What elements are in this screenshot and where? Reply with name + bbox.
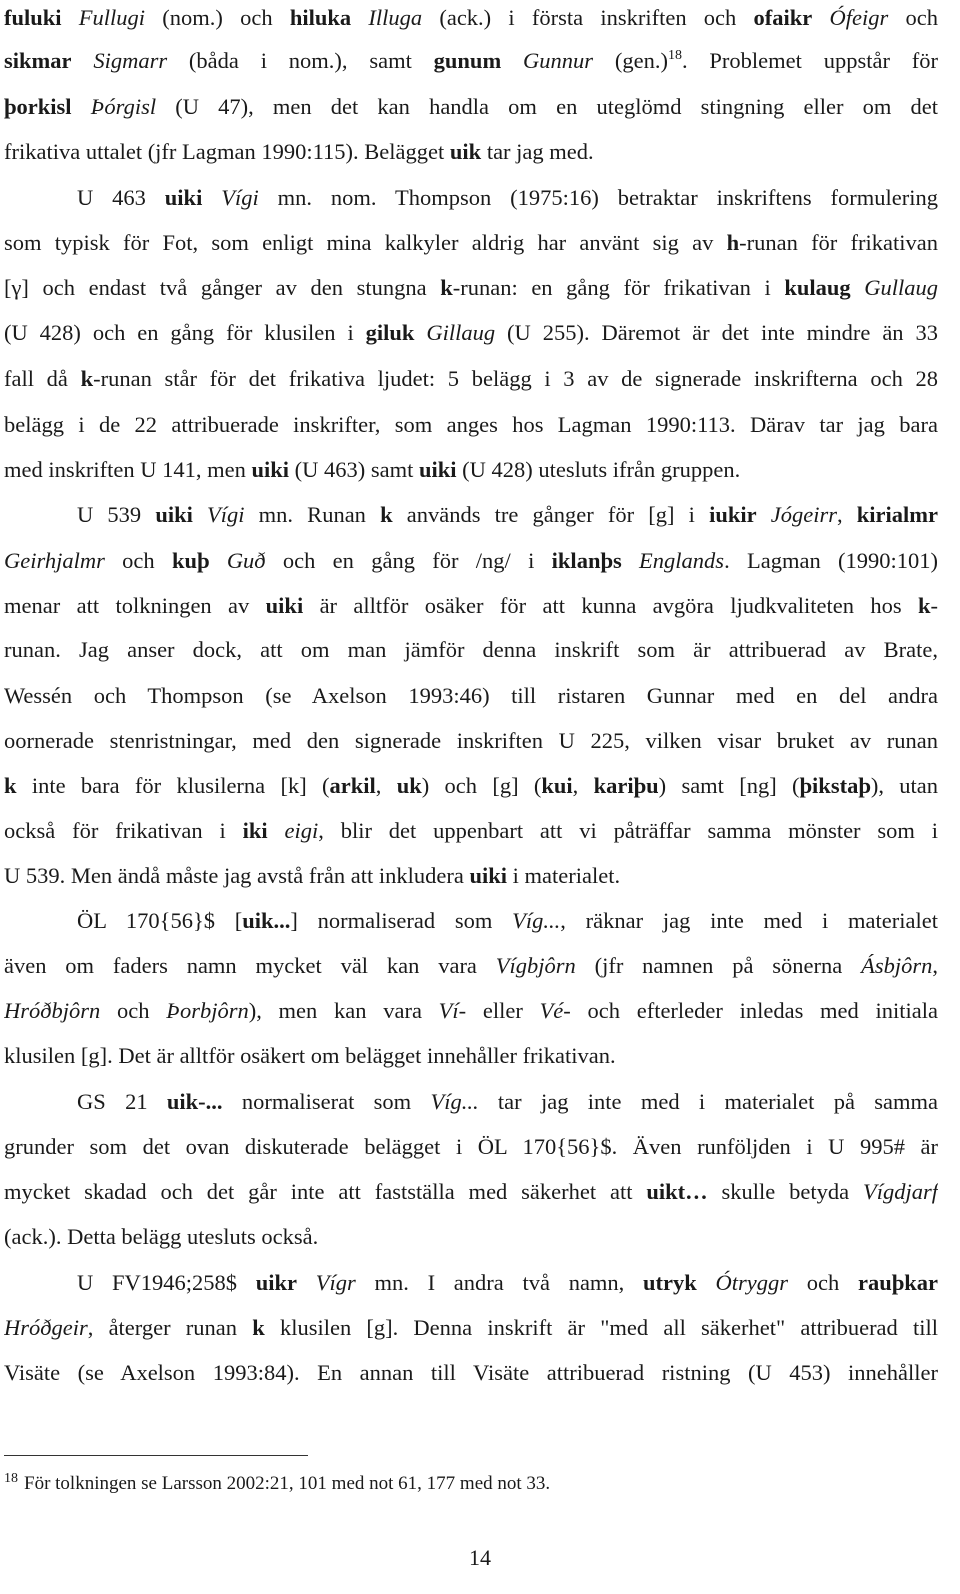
text-run: (U 255). Däremot är det inte mindre än 33 — [495, 320, 938, 345]
normalized-name: Vígbjôrn — [495, 953, 576, 978]
text-run: (ack.) i första inskriften och — [422, 5, 754, 30]
normalized-name: Vígi — [207, 502, 245, 527]
text-run — [72, 48, 94, 73]
rune-transliteration: uikt… — [646, 1179, 708, 1204]
rune-transliteration: uiki — [155, 502, 193, 527]
text-run: . Problemet uppstår för — [681, 48, 938, 73]
text-run: -runan för frikativan — [739, 230, 938, 255]
text-run: U FV1946;258$ — [77, 1270, 256, 1295]
rune-transliteration: uiki — [418, 457, 457, 482]
normalized-name: Gunnur — [523, 48, 594, 73]
text-run: också för frikativan i — [4, 818, 243, 843]
text-run: används tre gånger för [g] i — [392, 502, 710, 527]
text-line — [4, 46, 938, 76]
text-run: mn. Runan — [244, 502, 381, 527]
rune-transliteration: kui — [541, 773, 573, 798]
normalized-name: Sigmarr — [93, 48, 168, 73]
text-run: - och efterleder inledas med initiala — [563, 998, 938, 1023]
text-line — [4, 3, 938, 33]
text-run: (jfr namnen på sönerna — [575, 953, 862, 978]
text-run: ), utan — [870, 773, 938, 798]
normalized-name: Englands — [639, 548, 725, 573]
text-run: mn. I andra två namn, — [355, 1270, 644, 1295]
text-run: (U 428) utesluts ifrån gruppen. — [456, 457, 741, 482]
text-run: (U 428) och en gång för klusilen i — [4, 320, 366, 345]
rune-transliteration: fuluki — [4, 5, 62, 30]
rune-transliteration: h — [726, 230, 740, 255]
normalized-name: Illuga — [368, 5, 423, 30]
text-run — [268, 818, 285, 843]
text-line — [4, 1132, 938, 1162]
text-run: tar jag inte med i materialet på samma — [478, 1089, 938, 1114]
text-run: grunder som det ovan diskuterade belägget i ÖL 170{56}$. Även runföljden i U 995# är — [4, 1134, 938, 1159]
text-line — [4, 951, 938, 981]
text-run: fall då — [4, 366, 81, 391]
text-run: , räknar jag inte med i materialet — [560, 908, 938, 933]
text-line — [4, 364, 938, 394]
text-run: , blir det uppenbart att vi påträffar samma mönster som i — [318, 818, 938, 843]
rune-transliteration: þorkisl — [4, 94, 72, 119]
normalized-name: Víg... — [512, 908, 561, 933]
rune-transliteration: hiluka — [289, 5, 352, 30]
normalized-name: Vígr — [315, 1270, 356, 1295]
text-run: (ack.). Detta belägg utesluts också. — [4, 1224, 319, 1249]
text-line — [4, 410, 938, 440]
text-run: som typisk för Fot, som enligt mina kalkyler aldrig har använt sig av — [4, 230, 727, 255]
rune-transliteration: utryk — [643, 1270, 697, 1295]
normalized-name: eigi — [284, 818, 319, 843]
text-line — [4, 591, 938, 621]
text-run: är alltför osäker för att kunna avgöra ljudkvaliteten hos — [303, 593, 918, 618]
text-run: inte bara för klusilerna [k] ( — [16, 773, 330, 798]
text-run: belägg i de 22 attribuerade inskrifter, som anges hos Lagman 1990:113. Därav tar jag bara — [4, 412, 938, 437]
rune-transliteration: gunum — [433, 48, 502, 73]
text-run — [414, 320, 426, 345]
text-run — [757, 502, 771, 527]
rune-transliteration: k — [4, 773, 17, 798]
text-run: [γ] och endast två gånger av den stungna — [4, 275, 441, 300]
normalized-name: Hróðgeir — [4, 1315, 88, 1340]
footnote-ref: 18 — [667, 48, 682, 63]
normalized-name: Vígdjarf — [862, 1179, 938, 1204]
rune-transliteration: kirialmr — [856, 502, 938, 527]
rune-transliteration: iukir — [709, 502, 757, 527]
text-run: - eller — [458, 998, 540, 1023]
normalized-name: Geirhjalmr — [4, 548, 105, 573]
text-run — [697, 1270, 716, 1295]
text-run: Wessén och Thompson (se Axelson 1993:46) till ristaren Gunnar med en del andra — [4, 683, 938, 708]
text-run: (nom.) och — [145, 5, 290, 30]
normalized-name: Þórgisl — [90, 94, 157, 119]
text-run: ] normaliserad som — [290, 908, 513, 933]
text-run: frikativa uttalet (jfr Lagman 1990:115). Belägget — [4, 139, 450, 164]
text-run: menar att tolkningen av — [4, 593, 266, 618]
rune-transliteration: giluk — [365, 320, 415, 345]
rune-transliteration: uiki — [164, 185, 203, 210]
text-run: , — [932, 953, 938, 978]
text-run — [851, 275, 865, 300]
text-run — [351, 5, 368, 30]
text-line — [4, 816, 938, 846]
rune-transliteration: kuþ — [171, 548, 210, 573]
text-line — [4, 996, 938, 1026]
rune-transliteration: sikmar — [4, 48, 72, 73]
text-run: mycket skadad och det går inte att fastställa med säkerhet att — [4, 1179, 647, 1204]
normalized-name: Guð — [226, 548, 266, 573]
text-run: tar jag med. — [481, 139, 594, 164]
text-run: klusilen [g]. Denna inskrift är "med all säkerhet" attribuerad till — [264, 1315, 938, 1340]
text-run — [210, 548, 227, 573]
normalized-name: Ásbjôrn — [861, 953, 933, 978]
text-line — [77, 500, 938, 530]
text-line — [4, 1358, 938, 1388]
text-run: (gen.) — [593, 48, 668, 73]
text-run: ÖL 170{56}$ [ — [77, 908, 243, 933]
text-run: (båda i nom.), samt — [167, 48, 434, 73]
text-run — [622, 548, 639, 573]
text-line — [77, 1268, 938, 1298]
text-line — [4, 228, 938, 258]
text-line — [4, 1313, 938, 1343]
text-line — [4, 318, 938, 348]
text-run: , — [837, 502, 857, 527]
text-run: , — [375, 773, 397, 798]
text-run — [202, 185, 221, 210]
rune-transliteration: ofaikr — [753, 5, 813, 30]
rune-transliteration: k — [80, 366, 94, 391]
normalized-name: Ótryggr — [715, 1270, 789, 1295]
rune-transliteration: arkil — [329, 773, 376, 798]
rune-transliteration: iklanþs — [551, 548, 622, 573]
normalized-name: Fullugi — [78, 5, 146, 30]
normalized-name: Gillaug — [426, 320, 496, 345]
footnote-separator — [4, 1455, 308, 1456]
text-line — [77, 906, 938, 936]
text-run — [812, 5, 829, 30]
text-run: - — [930, 593, 938, 618]
text-run — [62, 5, 79, 30]
text-line — [4, 455, 938, 485]
rune-transliteration: k — [918, 593, 931, 618]
normalized-name: Þorbjôrn — [166, 998, 249, 1023]
rune-transliteration: uiki — [265, 593, 304, 618]
text-line — [4, 1177, 938, 1207]
normalized-name: Gullaug — [864, 275, 938, 300]
text-run: GS 21 — [77, 1089, 167, 1114]
text-run: Visäte (se Axelson 1993:84). En annan till Visäte attribuerad ristning (U 453) innehåller — [4, 1360, 938, 1385]
text-run — [72, 94, 91, 119]
text-line — [4, 771, 938, 801]
text-run — [193, 502, 207, 527]
text-run: ), men kan vara — [248, 998, 439, 1023]
text-run: (U 463) samt — [289, 457, 419, 482]
text-run: klusilen [g]. Det är alltför osäkert om belägget innehåller frikativan. — [4, 1043, 616, 1068]
rune-transliteration: k — [440, 275, 453, 300]
text-run: och en gång för /ng/ i — [265, 548, 552, 573]
text-run: runan. Jag anser dock, att om man jämför denna inskrift som är attribuerad av Brate, — [4, 637, 938, 662]
rune-transliteration: k — [380, 502, 393, 527]
text-run: -runan: en gång för frikativan i — [452, 275, 785, 300]
text-line — [4, 726, 938, 756]
footnote — [4, 1466, 550, 1497]
text-line — [4, 1041, 938, 1071]
footnote-number: 18 — [4, 1471, 18, 1486]
text-run: ) och [g] ( — [421, 773, 542, 798]
rune-transliteration: rauþkar — [858, 1270, 938, 1295]
rune-transliteration: uik... — [242, 908, 291, 933]
text-run: skulle betyda — [707, 1179, 863, 1204]
rune-transliteration: uiki — [251, 457, 289, 482]
text-run: , återger runan — [87, 1315, 253, 1340]
normalized-name: Hróðbjôrn — [4, 998, 101, 1023]
text-line — [4, 137, 938, 167]
rune-transliteration: uik — [449, 139, 482, 164]
text-run: ) samt [ng] ( — [658, 773, 800, 798]
text-run: och — [788, 1270, 858, 1295]
rune-transliteration: uikr — [255, 1270, 297, 1295]
text-line — [4, 635, 938, 665]
rune-transliteration: kulaug — [784, 275, 851, 300]
text-run: normaliserat som — [222, 1089, 431, 1114]
normalized-name: Vé — [539, 998, 564, 1023]
text-run: U 539 — [77, 502, 156, 527]
text-run: U 539. Men ändå måste jag avstå från att inkludera — [4, 863, 470, 888]
text-line — [4, 273, 938, 303]
text-line — [4, 861, 938, 891]
text-run: . Lagman (1990:101) — [724, 548, 938, 573]
text-line — [77, 183, 938, 213]
footnote-text: För tolkningen se Larsson 2002:21, 101 med not 61, 177 med not 33. — [24, 1473, 551, 1494]
rune-transliteration: uk — [396, 773, 422, 798]
text-run: -runan står för det frikativa ljudet: 5 belägg i 3 av de signerade inskrifterna och 28 — [93, 366, 938, 391]
normalized-name: Ví — [438, 998, 459, 1023]
text-run: och — [100, 998, 167, 1023]
text-run: i materialet. — [507, 863, 621, 888]
text-line — [4, 1222, 938, 1252]
rune-transliteration: kariþu — [593, 773, 659, 798]
page-number: 14 — [469, 1545, 491, 1570]
normalized-name: Ófeigr — [829, 5, 889, 30]
text-line — [77, 1087, 938, 1117]
rune-transliteration: þikstaþ — [799, 773, 871, 798]
normalized-name: Jógeirr — [770, 502, 837, 527]
text-run: och — [104, 548, 172, 573]
text-run: med inskriften U 141, men — [4, 457, 252, 482]
text-run — [297, 1270, 316, 1295]
text-run: oornerade stenristningar, med den signerade inskriften U 225, vilken visar bruket av runan — [4, 728, 938, 753]
text-line — [4, 546, 938, 576]
text-run: mn. nom. Thompson (1975:16) betraktar inskriftens formulering — [258, 185, 938, 210]
text-run: även om faders namn mycket väl kan vara — [4, 953, 496, 978]
text-run: U 463 — [77, 185, 165, 210]
normalized-name: Víg... — [430, 1089, 479, 1114]
text-run: och — [888, 5, 938, 30]
rune-transliteration: uiki — [469, 863, 507, 888]
rune-transliteration: uik-... — [166, 1089, 223, 1114]
text-line — [4, 681, 938, 711]
rune-transliteration: iki — [242, 818, 268, 843]
text-run: (U 47), men det kan handla om en uteglömd stingning eller om det — [156, 94, 938, 119]
text-run — [501, 48, 523, 73]
text-line — [4, 92, 938, 122]
rune-transliteration: k — [252, 1315, 265, 1340]
normalized-name: Vígi — [221, 185, 259, 210]
text-run: , — [572, 773, 594, 798]
